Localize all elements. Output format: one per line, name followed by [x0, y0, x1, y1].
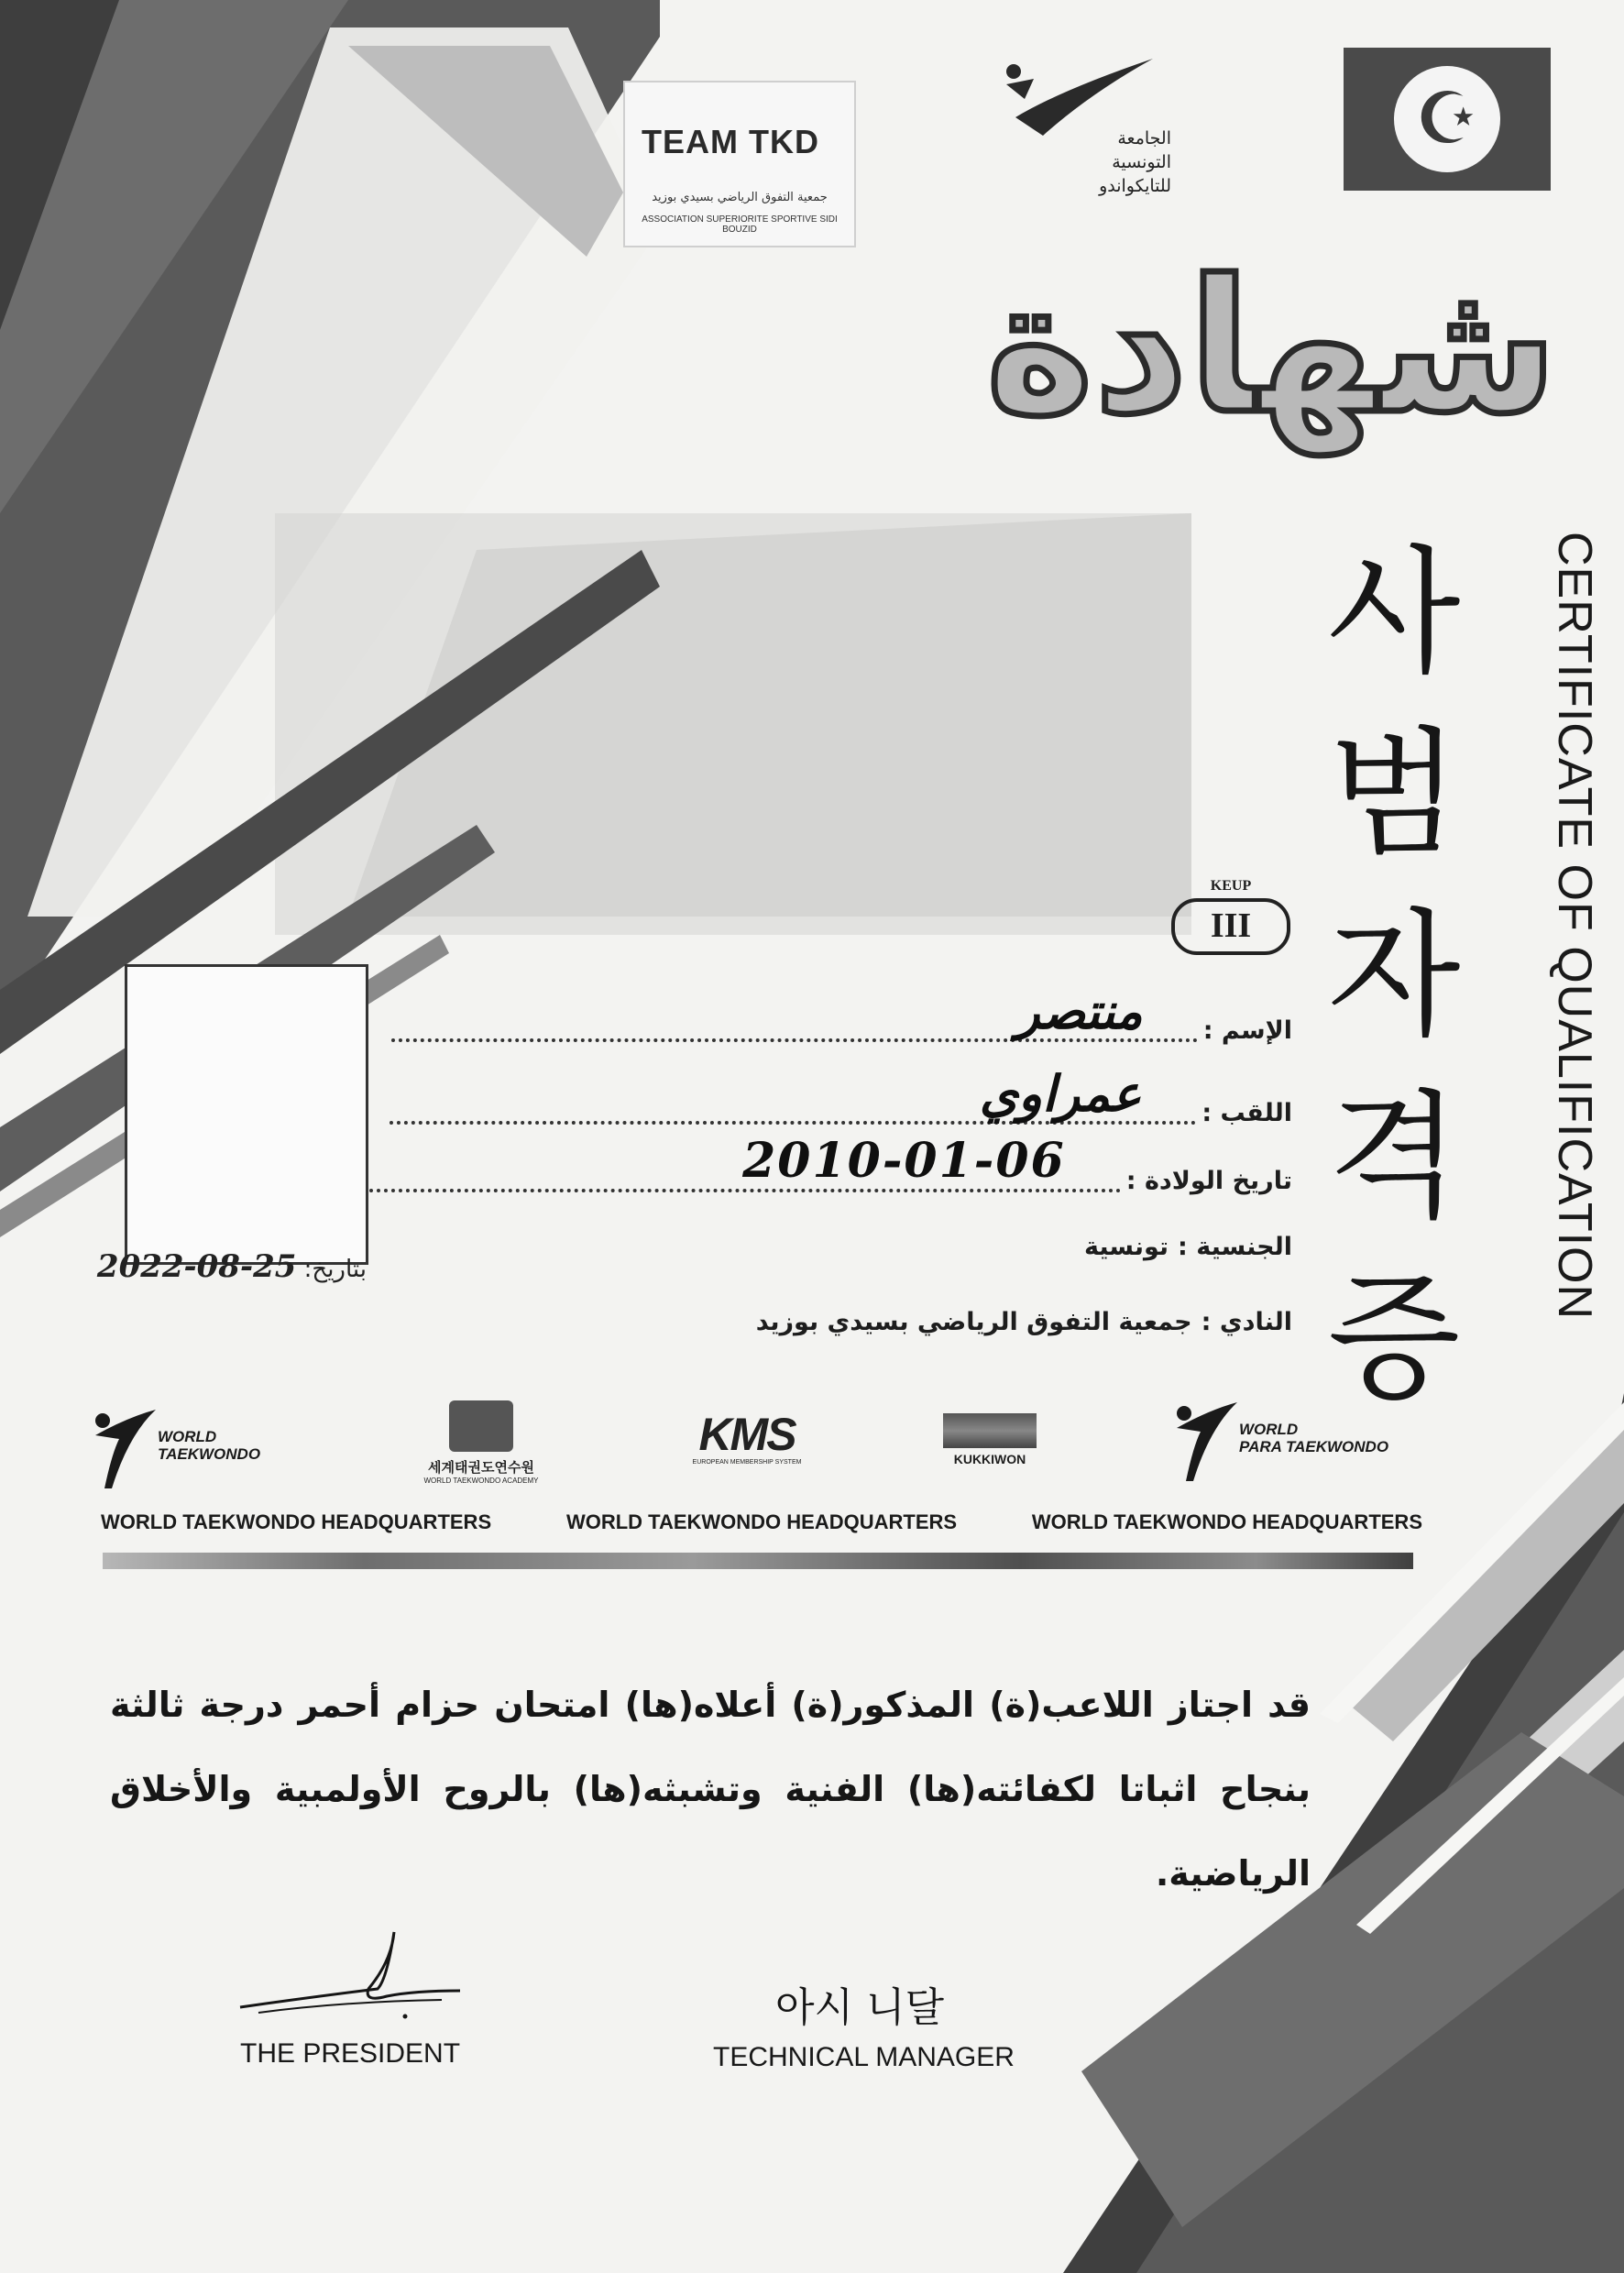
name-field [391, 982, 1292, 1058]
keup-level: III [1171, 898, 1290, 955]
team-logo-latin: ASSOCIATION SUPERIORITE SPORTIVE SIDI BOUZID [642, 214, 838, 235]
team-logo-text: TEAM TKD [642, 123, 819, 160]
issue-date [37, 1248, 367, 1285]
title-korean: 사 범 자 격 증 [1327, 533, 1461, 1419]
title-arabic: شهادة [985, 241, 1558, 455]
wt-academy-english: WORLD TAEKWONDO ACADEMY [423, 1477, 539, 1485]
birthdate-value: 2010-01-06 [742, 1133, 1066, 1189]
surname-label: اللقب : [1202, 1098, 1292, 1127]
certification-statement: قد اجتاز اللاعب(ة) المذكور(ة) أعلاه(ها) امتحان حزام أحمر درجة ثالثة بنجاح اثباتا لكفائته(ها) الفنية وتشبثه(ها) بالروح الأولمبية والأخلاق الرياضية. [110, 1685, 1311, 1894]
nationality-value: تونسية [1083, 1232, 1169, 1261]
wt-academy-korean: 세계태권도연수원 [428, 1459, 534, 1476]
club-label: النادي : [1201, 1307, 1292, 1336]
kms-logo [678, 1411, 816, 1485]
manager-name-korean: 아시 니달 [775, 1984, 945, 2031]
hq-label-1: WORLD TAEKWONDO HEADQUARTERS [101, 1510, 492, 1533]
world-taekwondo-icon [92, 1408, 156, 1490]
world-para-taekwondo-logo [1173, 1400, 1430, 1483]
kms-text: KMS [698, 1409, 796, 1460]
surname-field [390, 1064, 1292, 1140]
partner-logos-row [92, 1393, 1430, 1494]
kukkiwon-logo [939, 1413, 1040, 1477]
team-tkd-logo [623, 81, 856, 247]
name-value: منتصر [1015, 982, 1143, 1040]
hq-label-2: WORLD TAEKWONDO HEADQUARTERS [565, 1510, 958, 1533]
world-taekwondo-text: WORLD TAEKWONDO [158, 1428, 261, 1463]
headquarters-row [101, 1510, 1422, 1534]
surname-value: عمراوي [979, 1064, 1142, 1123]
tunisian-federation-logo [997, 53, 1180, 209]
kms-subtext: EUROPEAN MEMBERSHIP SYSTEM [692, 1459, 802, 1466]
world-para-taekwondo-icon [1173, 1400, 1237, 1483]
birthdate-label: تاريخ الولادة : [1125, 1166, 1292, 1195]
manager-label: TECHNICAL MANAGER [713, 2042, 1015, 2072]
president-label: THE PRESIDENT [240, 2038, 461, 2069]
kukkiwon-text: KUKKIWON [953, 1452, 1026, 1466]
club-field [756, 1294, 1292, 1349]
nationality-label: الجنسية : [1178, 1232, 1292, 1261]
issue-date-value: 2022-08-25 [96, 1248, 297, 1285]
federation-line-2: التونسية [1112, 152, 1171, 172]
club-value: جمعية التفوق الرياضي بسيدي بوزيد [755, 1307, 1192, 1336]
hq-label-3: WORLD TAEKWONDO HEADQUARTERS [1031, 1510, 1422, 1533]
taekwondo-kicker-icon [997, 53, 1180, 136]
world-para-taekwondo-text: WORLD PARA TAEKWONDO [1239, 1421, 1389, 1455]
federation-line-3: للتايكواندو [1099, 176, 1171, 196]
president-signature [231, 1925, 478, 2026]
keup-label: KEUP [1210, 878, 1252, 894]
name-label: الإسم : [1202, 1016, 1292, 1045]
divider-bar [103, 1553, 1413, 1569]
crescent-star-icon: ☪ [1415, 78, 1479, 160]
team-logo-arabic: جمعية التفوق الرياضي بسيدي بوزيد [652, 191, 828, 204]
birthdate-field [369, 1133, 1292, 1208]
issue-date-label: بتاريخ: [303, 1256, 367, 1283]
keup-badge [1171, 878, 1290, 955]
title-english: CERTIFICATE OF QUALIFICATION [1548, 532, 1601, 1321]
photo-placeholder [125, 964, 368, 1265]
wt-academy-icon [449, 1400, 513, 1452]
wt-academy-logo [412, 1400, 550, 1492]
world-taekwondo-logo [92, 1408, 302, 1490]
federation-line-1: الجامعة [1117, 128, 1171, 148]
tunisia-flag [1344, 48, 1551, 191]
kukkiwon-icon [943, 1413, 1037, 1448]
nationality-field [1084, 1219, 1292, 1274]
